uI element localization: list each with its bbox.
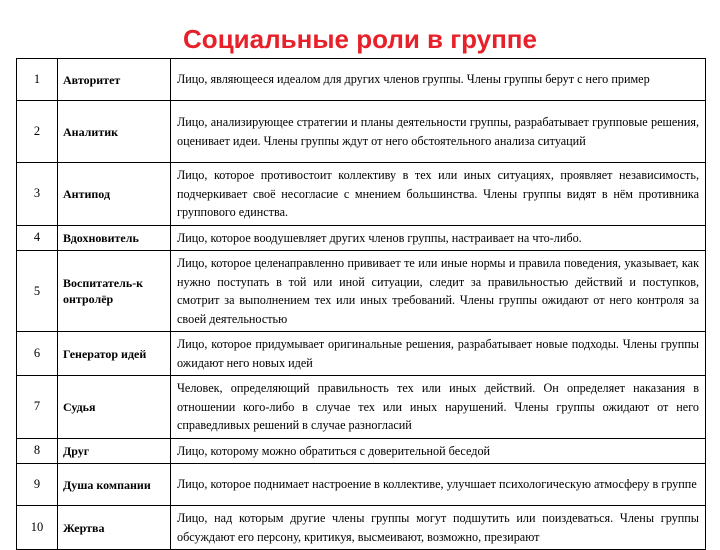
role-description: Лицо, являющееся идеалом для других членов группы. Члены группы берут с него пример [171,59,706,101]
role-name: Душа компании [58,464,171,506]
row-number: 6 [17,332,58,376]
row-number: 9 [17,464,58,506]
roles-table-body [17,59,706,550]
role-description: Лицо, которому можно обратиться с доверительной беседой [171,438,706,464]
role-name: Аналитик [58,101,171,163]
table-row [17,376,706,439]
row-number: 10 [17,506,58,550]
table-row [17,163,706,226]
table-row [17,251,706,332]
role-description: Лицо, которое поднимает настроение в коллективе, улучшает психологическую атмосферу в группе [171,464,706,506]
role-name: Воспитатель-к онтролёр [58,251,171,332]
role-name: Авторитет [58,59,171,101]
roles-table [16,58,706,550]
table-row [17,506,706,550]
row-number: 5 [17,251,58,332]
table-row [17,101,706,163]
table-row [17,225,706,251]
row-number: 3 [17,163,58,226]
role-name: Антипод [58,163,171,226]
role-description: Лицо, которое противостоит коллективу в тех или иных ситуациях, проявляет независимость, подчеркивает своё несогласие с мнением большинства. Члены группы видят в нём противника группового единства. [171,163,706,226]
table-row [17,332,706,376]
row-number: 2 [17,101,58,163]
role-name: Друг [58,438,171,464]
row-number: 4 [17,225,58,251]
role-description: Человек, определяющий правильность тех или иных действий. Он определяет наказания в отношении кого-либо в случае тех или иных нарушений. Члены группы ожидают от него справедливых решений в случае разногласий [171,376,706,439]
role-description: Лицо, которое воодушевляет других членов группы, настраивает на что-либо. [171,225,706,251]
row-number: 7 [17,376,58,439]
row-number: 8 [17,438,58,464]
role-name: Жертва [58,506,171,550]
role-description: Лицо, анализирующее стратегии и планы деятельности группы, разрабатывает групповые решения, оценивает идеи. Члены группы ждут от него обстоятельного анализа ситуаций [171,101,706,163]
table-row [17,59,706,101]
role-description: Лицо, которое целенаправленно прививает те или иные нормы и правила поведения, указывает, как нужно поступать в той или иной ситуации, следит за правильностью действий и поступков, смотрит за выполнением тех или иных требований. Члены группы ожидают от него контроля за своей деятельностью [171,251,706,332]
role-name: Генератор идей [58,332,171,376]
table-row [17,464,706,506]
role-name: Вдохновитель [58,225,171,251]
row-number: 1 [17,59,58,101]
role-name: Судья [58,376,171,439]
table-row [17,438,706,464]
role-description: Лицо, которое придумывает оригинальные решения, разрабатывает новые подходы. Члены группы ожидают него новых идей [171,332,706,376]
role-description: Лицо, над которым другие члены группы могут подшутить или поиздеваться. Члены группы обсуждают его персону, критикуя, высмеивают, возможно, презирают [171,506,706,550]
page-title: Социальные роли в группе [183,24,537,54]
